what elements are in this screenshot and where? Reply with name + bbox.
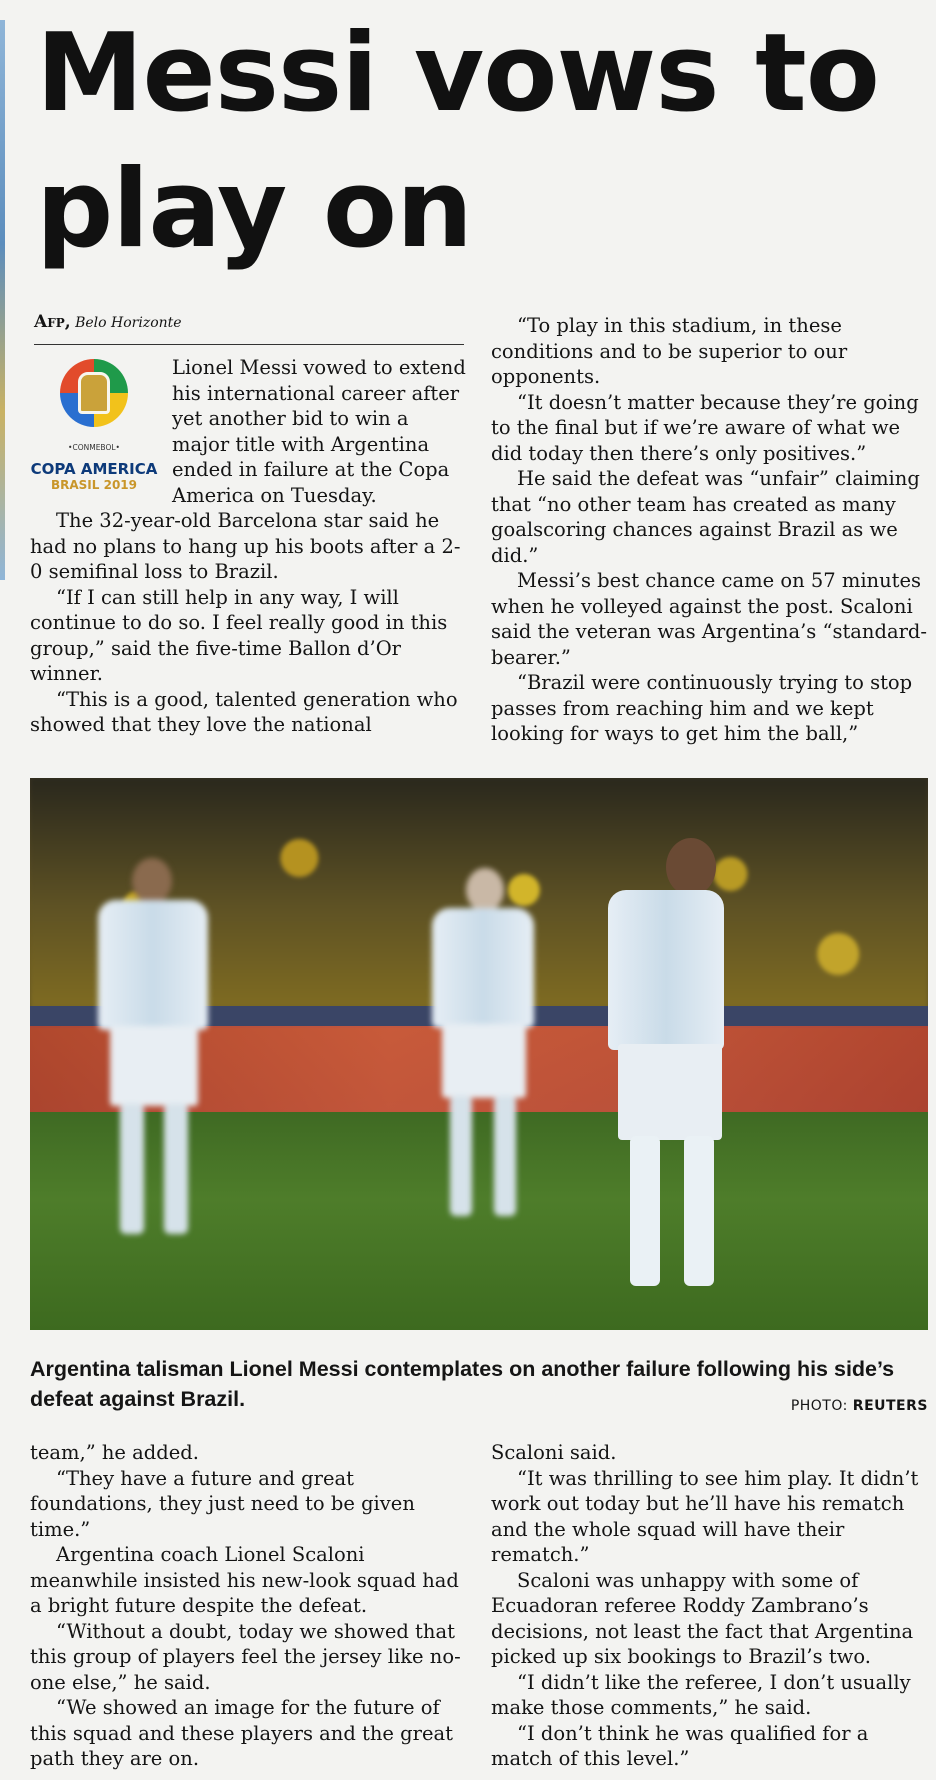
headline: Messi vows to play on [36,11,879,272]
paragraph: “This is a good, talented generation who showed that they love the national [30,687,458,736]
copa-america-logo [30,355,158,497]
paragraph: team,” he added. [30,1441,199,1464]
paragraph: “If I can still help in any way, I will continue to do so. I feel really good in this group,” said the five-time Ballon d’Or winner. [30,585,448,685]
paragraph: He said the defeat was “unfair” claiming that “no other team has created as many goalscoring chances against Brazil as we did.” [491,467,920,567]
article-column-2 [491,313,928,747]
paragraph: “To play in this stadium, in these conditions and to be superior to our opponents. [491,314,848,388]
paragraph: “Brazil were continuously trying to stop passes from reaching him and we kept looking for ways to get him the ball,” [491,671,913,745]
paragraph: “They have a future and great foundations, they just need to be given time.” [30,1466,415,1541]
byline-place: Belo Horizonte [75,315,182,331]
paragraph: Scaloni was unhappy with some of Ecuadoran referee Roddy Zambrano’s decisions, not least the fact that Argentina picked up six bookings to Brazil’s two. [491,1568,914,1668]
byline-agency: Afp, [34,312,71,332]
paragraph: “Without a doubt, today we showed that this group of players feel the jersey like no-one else,” he said. [30,1619,461,1694]
paragraph: Lionel Messi vowed to extend his international career after yet another bid to win a major title with Argentina ended in failure at the Copa America on Tuesday. [172,356,466,507]
article-column-3 [30,1440,467,1772]
paragraph: “It doesn’t matter because they’re going to the final but if we’re aware of what we did today then there’s only positives.” [491,390,919,465]
photo-player-center [418,868,548,1268]
trophy-emblem-icon [60,359,128,427]
photo-caption: Argentina talisman Lionel Messi contemplates on another failure following his side’s defeat against Brazil. [30,1357,895,1411]
match-photo [30,778,928,1330]
paragraph: Scaloni said. [491,1441,617,1464]
article-column-4 [491,1440,928,1772]
paragraph: “I didn’t like the referee, I don’t usually make those comments,” he said. [491,1670,911,1719]
photo-credit-source: REUTERS [852,1398,928,1414]
logo-conmebol-text: •CONMEBOL• [68,443,120,452]
paragraph: The 32-year-old Barcelona star said he had no plans to hang up his boots after a 2-0 semifinal loss to Brazil. [30,509,461,583]
article-column-1 [30,355,467,738]
trophy-icon [78,372,110,414]
paragraph: Messi’s best chance came on 57 minutes when he volleyed against the post. Scaloni said the veteran was Argentina’s “standard-bearer.” [491,569,927,669]
photo-player-left [80,858,230,1288]
paragraph: “It was thrilling to see him play. It didn’t work out today but he’ll have his rematch and the whole squad will have their rematch.” [491,1466,919,1566]
page-edge-strip [0,20,5,580]
byline [34,312,464,345]
photo-credit-label: PHOTO: [790,1398,848,1414]
logo-sub-text: BRASIL 2019 [50,477,137,492]
paragraph: “We showed an image for the future of this squad and these players and the great path they are on. [30,1696,453,1770]
paragraph: “I don’t think he was qualified for a match of this level.” [491,1721,869,1770]
logo-main-text: COPA AMERICA [30,459,158,478]
paragraph: Argentina coach Lionel Scaloni meanwhile insisted his new-look squad had a bright future despite the defeat. [30,1543,459,1617]
photo-player-messi [590,838,760,1308]
photo-credit [791,1398,928,1414]
